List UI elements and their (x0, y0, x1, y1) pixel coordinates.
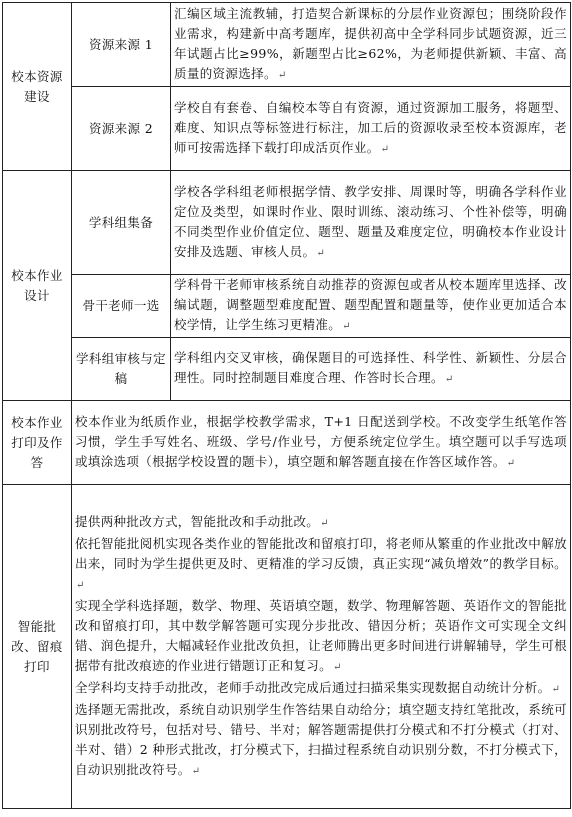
paragraph: 学科组内交叉审核，确保题目的可选择性、科学性、新颖性、分层合理性。同时控制题目难度合理、作答时长合理。↵ (174, 350, 567, 385)
content-cell (171, 275, 571, 338)
content-cell (171, 87, 571, 171)
paragraph-mark-icon: ↵ (444, 374, 454, 385)
content-cell (171, 338, 571, 401)
content-table (2, 2, 571, 809)
category-cell: 校本作业打印及作答 (3, 401, 72, 485)
paragraph-mark-icon: ↵ (277, 69, 287, 81)
table-row (3, 485, 571, 809)
subcategory-cell: 学科组审核与定稿 (72, 338, 171, 401)
paragraph-mark-icon: ↵ (380, 143, 390, 155)
category-cell: 校本作业设计 (3, 171, 72, 401)
paragraph-mark-icon: ↵ (316, 247, 326, 259)
table-row (3, 87, 571, 171)
subcategory-cell: 资源来源 1 (72, 3, 171, 87)
category-cell: 校本资源建设 (3, 3, 72, 171)
subcategory-cell: 学科组集备 (72, 171, 171, 275)
table-row (3, 3, 571, 87)
paragraph-mark-icon: ↵ (506, 457, 516, 469)
paragraph-mark-icon: ↵ (320, 517, 329, 529)
content-cell (72, 485, 571, 809)
paragraph: 汇编区域主流教辅，打造契合新课标的分层作业资源包；围绕阶段作业需求，构建新中高考题库，提供初高中全学科同步试题资源，近三年试题占比≥99%，新题型占比≥62%，为老师提供新颖、丰富、高质量的资源选择。↵ (174, 5, 567, 81)
content-cell (72, 401, 571, 485)
paragraph: 实现全学科选择题，数学、物理、英语填空题，数学、物理解答题、英语作文的智能批改和留痕打印，其中数学解答题可实现分步批改、错因分析；英语作文可实现全文纠错、润色提升，大幅减轻作业批改负担，让老师腾出更多时间进行讲解辅导，学生可根据带有批改痕迹的作业进行错题订正和复习。↵ (75, 597, 567, 673)
table-row (3, 171, 571, 275)
paragraph: 选择题无需批改，系统自动识别学生作答结果自动给分；填空题支持红笔批改，系统可识别批改符号，包括对号、错号、半对；解答题需提供打分模式和不打分模式（打对、半对、错）2 种形式批改，打分模式下，扫描过程系统自动识别分数，不打分模式下，自动识别批改符号。↵ (75, 701, 567, 777)
paragraph: 校本作业为纸质作业，根据学校教学需求，T+1 日配送到学校。不改变学生纸笔作答习惯，学生手写姓名、班级、学号/作业号，方便系统定位学生。填空题可以手写选项或填涂选项（根据学校设置的题卡），填空题和解答题直接在作答区域作答。↵ (75, 413, 567, 469)
paragraph: 全学科均支持手动批改，老师手动批改完成后通过扫描采集实现数据自动统计分析。↵ (75, 679, 561, 695)
table-row (3, 338, 571, 401)
paragraph-mark-icon: ↵ (191, 765, 201, 777)
content-cell (171, 171, 571, 275)
paragraph-mark-icon: ↵ (342, 321, 351, 332)
paragraph-mark-icon: ↵ (333, 661, 342, 673)
paragraph: 学校自有套卷、自编校本等自有资源，通过资源加工服务，将题型、难度、知识点等标签进行标注，加工后的资源收录至校本资源库，老师可按需选择下载打印成活页作业。↵ (174, 99, 567, 155)
paragraph: 提供两种批改方式，智能批改和手动批改。↵ (75, 513, 329, 529)
table-row (3, 401, 571, 485)
table-row (3, 275, 571, 338)
content-cell (171, 3, 571, 87)
paragraph: 学科骨干老师审核系统自动推荐的资源包或者从校本题库里选择、改编试题，调整题型难度配置、题型配置和题量等，使作业更加适合本校学情，让学生练习更精准。↵ (174, 277, 567, 332)
paragraph-mark-icon: ↵ (76, 579, 85, 591)
paragraph-mark-icon: ↵ (551, 683, 561, 695)
paragraph: 依托智能批阅机实现各类作业的智能批改和留痕打印，将老师从繁重的作业批改中解放出来，同时为学生提供更及时、更精准的学习反馈，真正实现“减负增效”的教学目标。↵ (75, 535, 567, 591)
subcategory-cell: 骨干老师一选 (72, 275, 171, 338)
category-cell: 智能批改、留痕打印 (3, 485, 72, 809)
subcategory-cell: 资源来源 2 (72, 87, 171, 171)
paragraph: 学校各学科组老师根据学情、教学安排、周课时等，明确各学科作业定位及类型，如课时作业、限时训练、滚动练习、个性补偿等，明确不同类型作业价值定位、题型、题量及难度定位，明确校本作业设计安排及选题、审核人员。↵ (174, 183, 567, 259)
